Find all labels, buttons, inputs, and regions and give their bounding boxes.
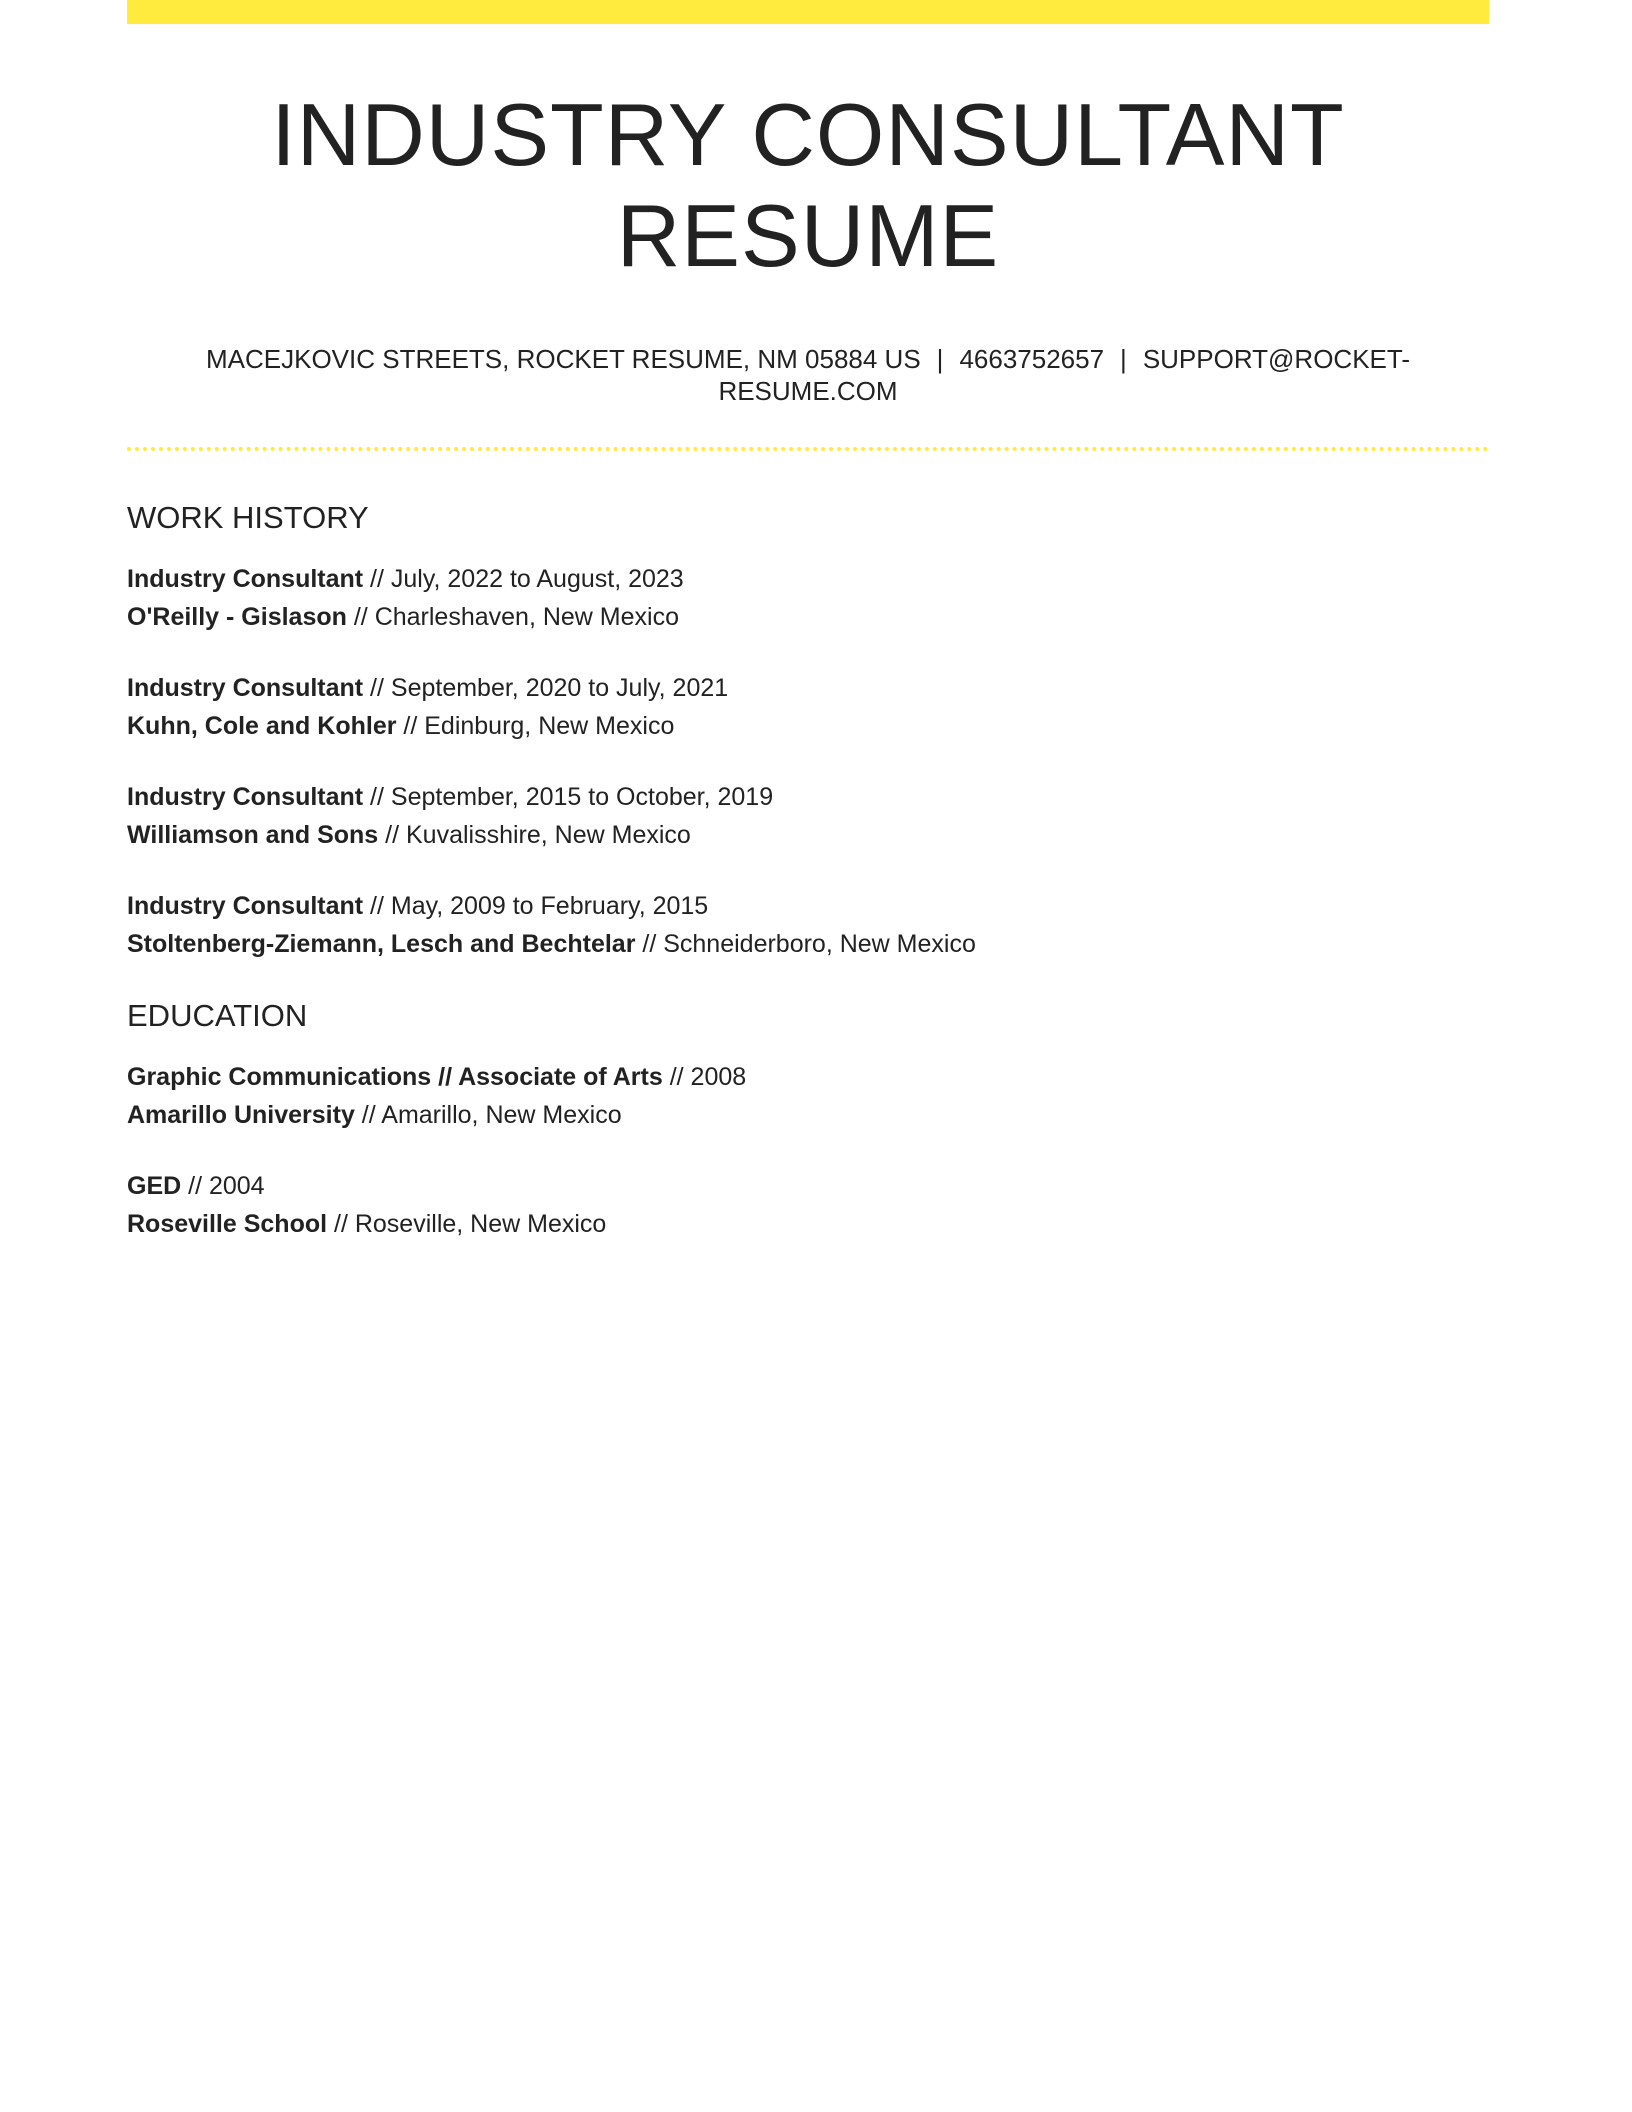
job-dates: // September, 2020 to July, 2021: [363, 673, 729, 702]
company-location: // Edinburg, New Mexico: [396, 711, 675, 740]
job-dates: // May, 2009 to February, 2015: [363, 891, 709, 920]
company-location: // Kuvalisshire, New Mexico: [378, 820, 691, 849]
work-entry: [127, 887, 1489, 963]
degree-name: Graphic Communications // Associate of Arts: [127, 1063, 663, 1092]
work-entry: [127, 669, 1489, 745]
work-entry: [127, 560, 1489, 636]
contact-separator: |: [1120, 344, 1127, 375]
work-entry: [127, 778, 1489, 854]
resume-page: [127, 0, 1489, 1243]
company-name: Kuhn, Cole and Kohler: [127, 711, 397, 740]
school-name: Amarillo University: [127, 1101, 355, 1130]
company-location: // Charleshaven, New Mexico: [346, 602, 679, 631]
contact-email: SUPPORT@ROCKET-RESUME.COM: [718, 344, 1410, 406]
job-title: Industry Consultant: [127, 782, 364, 811]
education-heading: EDUCATION: [127, 997, 308, 1033]
job-title: Industry Consultant: [127, 564, 364, 593]
dotted-divider: [127, 447, 1489, 451]
school-location: // Amarillo, New Mexico: [354, 1101, 622, 1130]
job-title: Industry Consultant: [127, 891, 364, 920]
contact-separator: |: [936, 344, 944, 375]
job-title: Industry Consultant: [127, 673, 364, 702]
contact-address: MACEJKOVIC STREETS, ROCKET RESUME, NM 05884 US: [205, 344, 921, 375]
contact-phone: 4663752657: [959, 344, 1105, 375]
education-entry: [127, 1058, 1489, 1134]
school-location: // Roseville, New Mexico: [327, 1210, 607, 1239]
education-list: [127, 1058, 1489, 1243]
company-name: O'Reilly - Gislason: [127, 602, 347, 631]
job-dates: // July, 2022 to August, 2023: [363, 564, 684, 593]
contact-line: [127, 344, 1489, 406]
company-location: // Schneiderboro, New Mexico: [635, 929, 976, 958]
company-name: Stoltenberg-Ziemann, Lesch and Bechtelar: [127, 929, 636, 958]
work-history-list: [127, 560, 1489, 963]
top-accent-bar: [127, 0, 1489, 24]
resume-title: INDUSTRY CONSULTANT RESUME: [271, 85, 1345, 286]
school-name: Roseville School: [127, 1210, 328, 1239]
education-entry: [127, 1167, 1489, 1243]
job-dates: // September, 2015 to October, 2019: [363, 782, 774, 811]
degree-year: // 2004: [181, 1172, 265, 1201]
work-history-heading: WORK HISTORY: [127, 499, 369, 535]
degree-name: GED: [127, 1172, 182, 1201]
company-name: Williamson and Sons: [127, 820, 379, 849]
degree-year: // 2008: [662, 1063, 747, 1092]
